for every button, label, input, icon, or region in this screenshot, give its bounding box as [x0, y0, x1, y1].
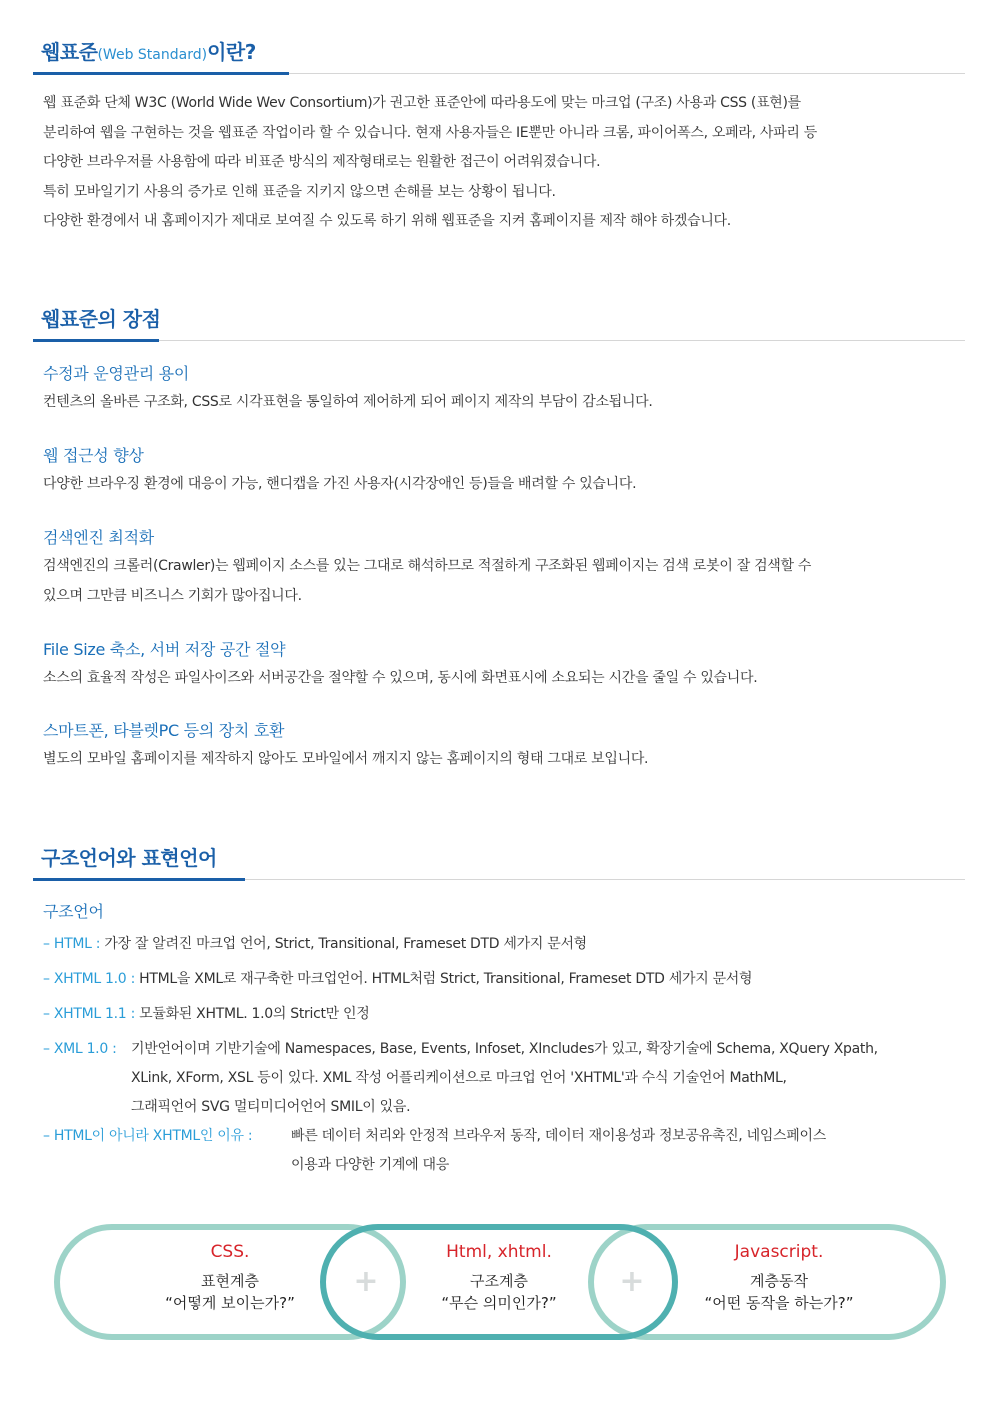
advantage-text: 검색엔진의 크롤러(Crawler)는 웹페이지 소스를 있는 그대로 해석하므로 적절하게 구조화된 웹페이지는 검색 로봇이 잘 검색할 수 있으며 그만큼 비즈니스 기회가 많아집니다. [43, 558, 812, 604]
node-layer: 구조계층 [470, 1272, 528, 1290]
languages-section [33, 836, 965, 1173]
advantage-title: 수정과 운영관리 용이 [43, 364, 189, 383]
definition-row [43, 930, 965, 965]
intro-heading [33, 30, 965, 74]
definition-label: – HTML이 아니라 XHTML인 이유 : [43, 1128, 257, 1144]
advantage-title: 웹 접근성 향상 [43, 446, 144, 465]
css-node [110, 1242, 350, 1314]
node-question: “어떤 동작을 하는가?” [704, 1294, 854, 1312]
definition-row [43, 1000, 965, 1035]
intro-paragraph: 웹 표준화 단체 W3C (World Wide Wev Consortium)가 권고한 표준안에 따라용도에 맞는 마크업 (구조) 사용과 CSS (표현)를 분리하여 웹을 구현하는 것을 웹표준 작업이라 할 수 있습니다. 현재 사용자들은 IE뿐만 아니라 크롬, 파이어폭스, 오페라, 사파리 등 다양한 브라우저를 사용함에 따라 비표준 방식의 제작형태로는 원활한 접근이 어려워졌습니다. 특히 모바일기기 사용의 증가로 인해 표준을 지키지 않으면 손해를 보는 상황이 됩니다. 다양한 환경에서 내 홈페이지가 제대로 보여질 수 있도록 하기 위해 웹표준을 지켜 홈페이지를 제작 해야 하겠습니다. [43, 95, 817, 229]
definition-text: 기반언어이며 기반기술에 Namespaces, Base, Events, Infoset, XIncludes가 있고, 확장기술에 Schema, XQuery Xpath, XLink, XForm, XSL 등이 있다. XML 작성 어플리케이션으로 마크업 언어 'XHTML'과 수식 기술언어 MathML, 그래픽언어 SVG 멀티미디어언어 SMIL이 있음. [131, 1041, 878, 1115]
definition-text: 모듈화된 XHTML. 1.0의 Strict만 인정 [139, 1006, 370, 1022]
definition-text: HTML을 XML로 재구축한 마크업언어. HTML처럼 Strict, Transitional, Frameset DTD 세가지 문서형 [139, 971, 753, 987]
advantage-text: 별도의 모바일 홈페이지를 제작하지 않아도 모바일에서 깨지지 않는 홈페이지의 형태 그대로 보입니다. [43, 751, 649, 767]
advantages-underline [33, 339, 159, 342]
advantages-title: 웹표준의 장점 [41, 307, 161, 331]
advantages-section [33, 297, 965, 767]
languages-title: 구조언어와 표현언어 [41, 846, 217, 870]
advantage-item [33, 637, 965, 693]
definition-label: – XHTML 1.0 : [43, 971, 140, 987]
definition-label: – XHTML 1.1 : [43, 1006, 140, 1022]
node-layer: 계층동작 [750, 1272, 808, 1290]
definition-text: 빠른 데이터 처리와 안정적 브라우저 동작, 데이터 재이용성과 정보공유촉진, 네임스페이스 이용과 다양한 기계에 대응 [291, 1128, 826, 1173]
intro-underline [33, 72, 289, 75]
advantage-item [33, 525, 965, 611]
advantage-title: File Size 축소, 서버 저장 공간 절약 [43, 640, 286, 659]
definition-label: – HTML : [43, 936, 105, 952]
node-title: Javascript. [734, 1242, 824, 1262]
intro-title: 웹표준(Web Standard)이란? [41, 40, 256, 64]
intro-section [33, 30, 965, 237]
advantage-text: 컨텐츠의 올바른 구조화, CSS로 시각표현을 통일하여 제어하게 되어 페이지 제작의 부담이 감소됩니다. [43, 394, 653, 410]
node-title: CSS. [210, 1242, 250, 1262]
plus-icon: + [353, 1264, 379, 1299]
languages-underline [33, 878, 245, 881]
plus-icon: + [619, 1264, 645, 1299]
languages-heading [33, 836, 965, 880]
definition-text: 가장 잘 알려진 마크업 언어, Strict, Transitional, Frameset DTD 세가지 문서형 [104, 936, 587, 952]
advantage-title: 검색엔진 최적화 [43, 528, 154, 547]
definition-row [43, 965, 965, 1000]
definition-label: – XML 1.0 : [43, 1041, 121, 1057]
advantage-text: 다양한 브라우징 환경에 대응이 가능, 핸디캡을 가진 사용자(시각장애인 등)들을 배려할 수 있습니다. [43, 476, 637, 492]
node-layer: 표현계층 [201, 1272, 259, 1290]
node-question: “무슨 의미인가?” [441, 1294, 557, 1312]
advantage-title: 스마트폰, 타블렛PC 등의 장치 호환 [43, 721, 285, 740]
advantage-text: 소스의 효율적 작성은 파일사이즈와 서버공간을 절약할 수 있으며, 동시에 화면표시에 소요되는 시간을 줄일 수 있습니다. [43, 670, 758, 686]
web-layers-diagram [54, 1224, 946, 1340]
javascript-node [659, 1242, 899, 1314]
node-title: Html, xhtml. [446, 1242, 552, 1262]
definition-list [43, 930, 965, 1180]
node-question: “어떻게 보이는가?” [165, 1294, 295, 1312]
advantages-heading [33, 297, 965, 341]
advantage-item [33, 361, 965, 417]
definition-row [43, 1035, 965, 1122]
definition-row [43, 1122, 965, 1180]
html-node [379, 1242, 619, 1314]
languages-subtitle: 구조언어 [43, 902, 104, 921]
advantage-item [33, 443, 965, 499]
advantage-item [33, 718, 965, 774]
